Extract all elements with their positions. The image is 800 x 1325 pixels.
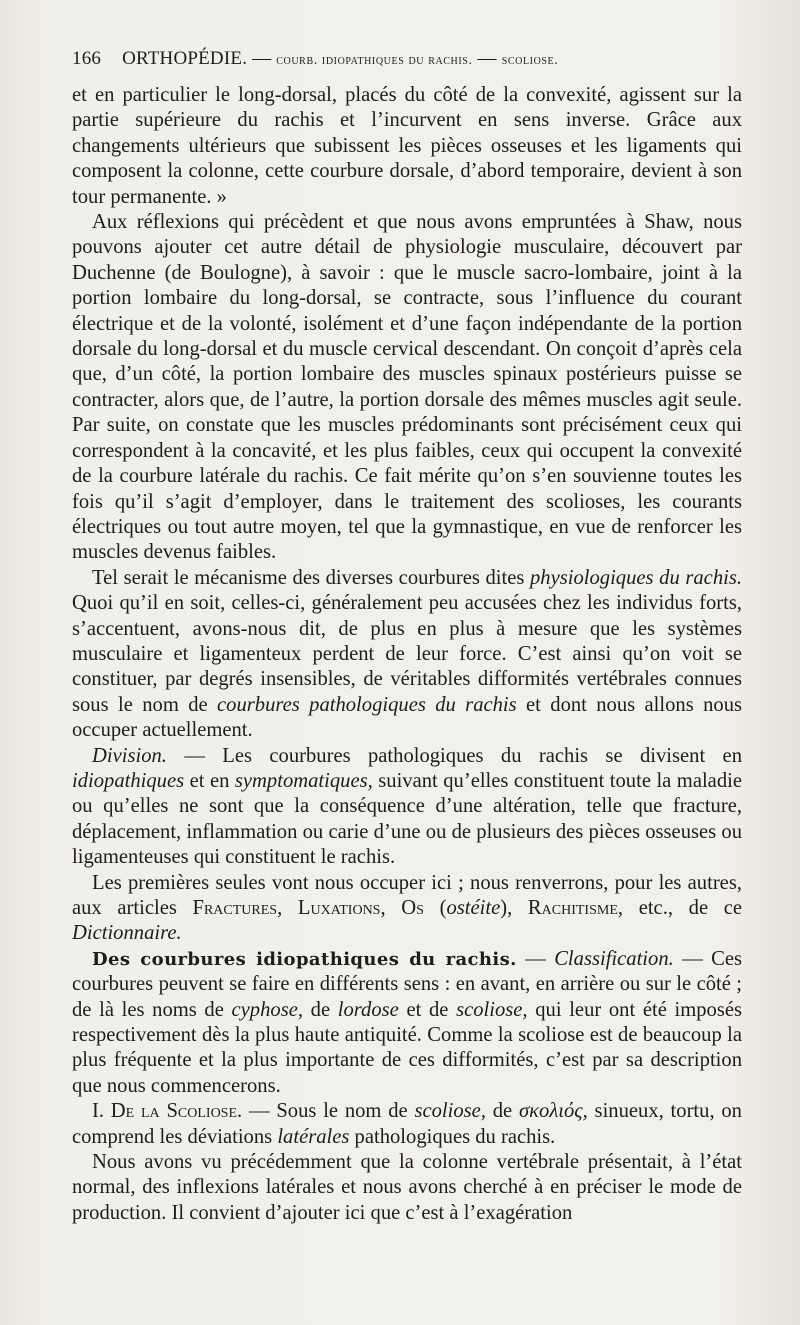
paragraph-scoliose-definition xyxy=(72,1099,742,1150)
text-run: — xyxy=(516,947,555,970)
text-run: — Ces courbures peuvent se faire en différents sens : en avant, en arrière ou sur le côté ; de là les noms de xyxy=(72,947,743,1021)
text-run: , etc., de ce xyxy=(617,897,743,919)
paragraph-inflexions: Nous avons vu précédemment que la colonne vertébrale présentait, à l’état normal, des inflexions latérales et nous avons cherché à en préciser le mode de production. Il convient d’ajouter ici que c’est à l’exagération xyxy=(72,1151,742,1224)
text-run: I. xyxy=(92,1100,111,1123)
italic-term: physiologiques du rachis. xyxy=(530,566,742,589)
paragraph-classification xyxy=(72,947,742,1099)
text-run: — Les courbures pathologiques du rachis se divisent en xyxy=(166,744,742,767)
paragraph-mecanisme xyxy=(72,566,742,744)
italic-term: idiopathiques xyxy=(72,769,185,792)
text-run: , xyxy=(380,897,402,919)
running-head-section: courb. idiopathiques du rachis. xyxy=(276,53,473,68)
italic-term: Classification. xyxy=(554,947,674,970)
paragraph-continuation: et en particulier le long-dorsal, placés du côté de la convexité, agissent sur la partie supérieure du rachis et l’incurvent en sens inverse. Grâce aux changements ultérieurs que subissent les pièces osseuses et les ligaments qui composent la colonne, cette courbure dorsale, d’abord temporaire, devient à son tour permanente. » xyxy=(72,84,742,208)
italic-term: ostéite xyxy=(446,897,501,919)
cross-reference: Fractures xyxy=(192,897,278,919)
italic-term: latérales xyxy=(277,1125,350,1148)
italic-term: cyphose, xyxy=(231,998,304,1021)
text-run: Tel serait le mécanisme des diverses courbures dites xyxy=(92,566,530,589)
italic-term: courbures pathologiques du rachis xyxy=(217,693,517,716)
text-run: et dont nous allons nous occuper actuellement. xyxy=(72,693,743,742)
cross-reference: Rachitisme xyxy=(527,897,618,919)
header-dash: — xyxy=(252,48,272,69)
text-run: , xyxy=(277,897,298,919)
running-header xyxy=(72,48,752,70)
italic-term: Division. xyxy=(92,744,167,767)
paragraph-duchenne: Aux réflexions qui précèdent et que nous avons empruntées à Shaw, nous pouvons ajouter cet autre détail de physiologie musculaire, découvert par Duchenne (de Boulogne), à savoir : que le muscle sacro-lombaire, joint à la portion lombaire du long-dorsal, se contracte, sous l’influence du courant électrique et de la volonté, isolément et d’une façon indépendante de la portion dorsale du long-dorsal et du muscle cervical descendant. On conçoit d’après cela que, d’un côté, la portion lombaire des muscles spinaux postérieurs puisse se contracter, alors que, de l’autre, la portion dorsale des mêmes muscles agit seule. Par suite, on constate que les muscles prédominants sont précisément ceux qui correspondent à la concavité, et les plus faibles, ceux qui occupent la convexité de la courbure latérale du rachis. Ce fait mérite qu’on s’en souvienne toutes les fois qu’il s’agit d’employer, dans le traitement des scolioses, les courants électriques ou tout autre moyen, tel que la gymnastique, en vue de renforcer les muscles devenus faibles. xyxy=(72,211,742,564)
header-dash: — xyxy=(477,48,497,69)
page-number: 166 xyxy=(72,48,102,69)
italic-term: scoliose, xyxy=(456,998,528,1021)
subsection-heading: De la Scoliose. xyxy=(110,1100,243,1123)
paragraph-renvois xyxy=(72,871,742,947)
text-run: Quoi qu’il en soit, celles-ci, généralement peu accusées chez les individus forts, s’accentuent, avons-nous dit, de plus en plus à mesure que les systèmes musculaire et ligamenteux perdent de leur force. C’est ainsi qu’on voit se constituer, par degrés insensibles, de véritables difformités vertébrales connues sous le nom de xyxy=(72,592,742,716)
text-run: sinueux, tortu, on comprend les déviations xyxy=(72,1100,742,1148)
text-run: Les premières seules vont nous occuper ici ; nous renverrons, pour les autres, aux articles xyxy=(72,871,742,919)
text-run: et en xyxy=(184,769,235,792)
italic-term: lordose xyxy=(337,998,399,1021)
italic-term: Dictionnaire. xyxy=(72,922,182,945)
text-run: — Sous le nom de xyxy=(242,1100,415,1123)
text-run: pathologiques du rachis. xyxy=(349,1125,556,1148)
body-text xyxy=(72,83,742,1226)
cross-reference: Luxations xyxy=(297,897,381,919)
paragraph-division xyxy=(72,744,742,871)
text-run: qui leur ont été imposés respectivement dès la plus haute antiquité. Comme la scoliose est de beaucoup la plus fréquente et la plus importante de ces difformités, c’est par sa description que nous commencerons. xyxy=(72,998,743,1097)
italic-term: scoliose, xyxy=(414,1100,486,1123)
cross-reference: Os xyxy=(401,897,424,919)
greek-term: σκολιός, xyxy=(518,1100,588,1123)
text-run: de xyxy=(303,998,338,1021)
text-run: de xyxy=(485,1100,519,1123)
text-run: ( xyxy=(423,897,447,919)
text-run: ), xyxy=(500,897,528,919)
section-heading: Des courbures idiopathiques du rachis. xyxy=(92,948,517,970)
italic-term: symptomatiques, xyxy=(234,769,373,792)
text-run: suivant qu’elles constituent toute la maladie ou qu’elles ne sont que la conséquence d’une altération, telle que fracture, déplacement, inflammation ou carie d’une ou de plusieurs des pièces osseuses ou ligamenteuses qui constituent le rachis. xyxy=(72,769,742,869)
running-head-topic: scoliose. xyxy=(501,53,559,68)
header-title: ORTHOPÉDIE. xyxy=(122,48,248,69)
text-run: et de xyxy=(398,998,457,1021)
